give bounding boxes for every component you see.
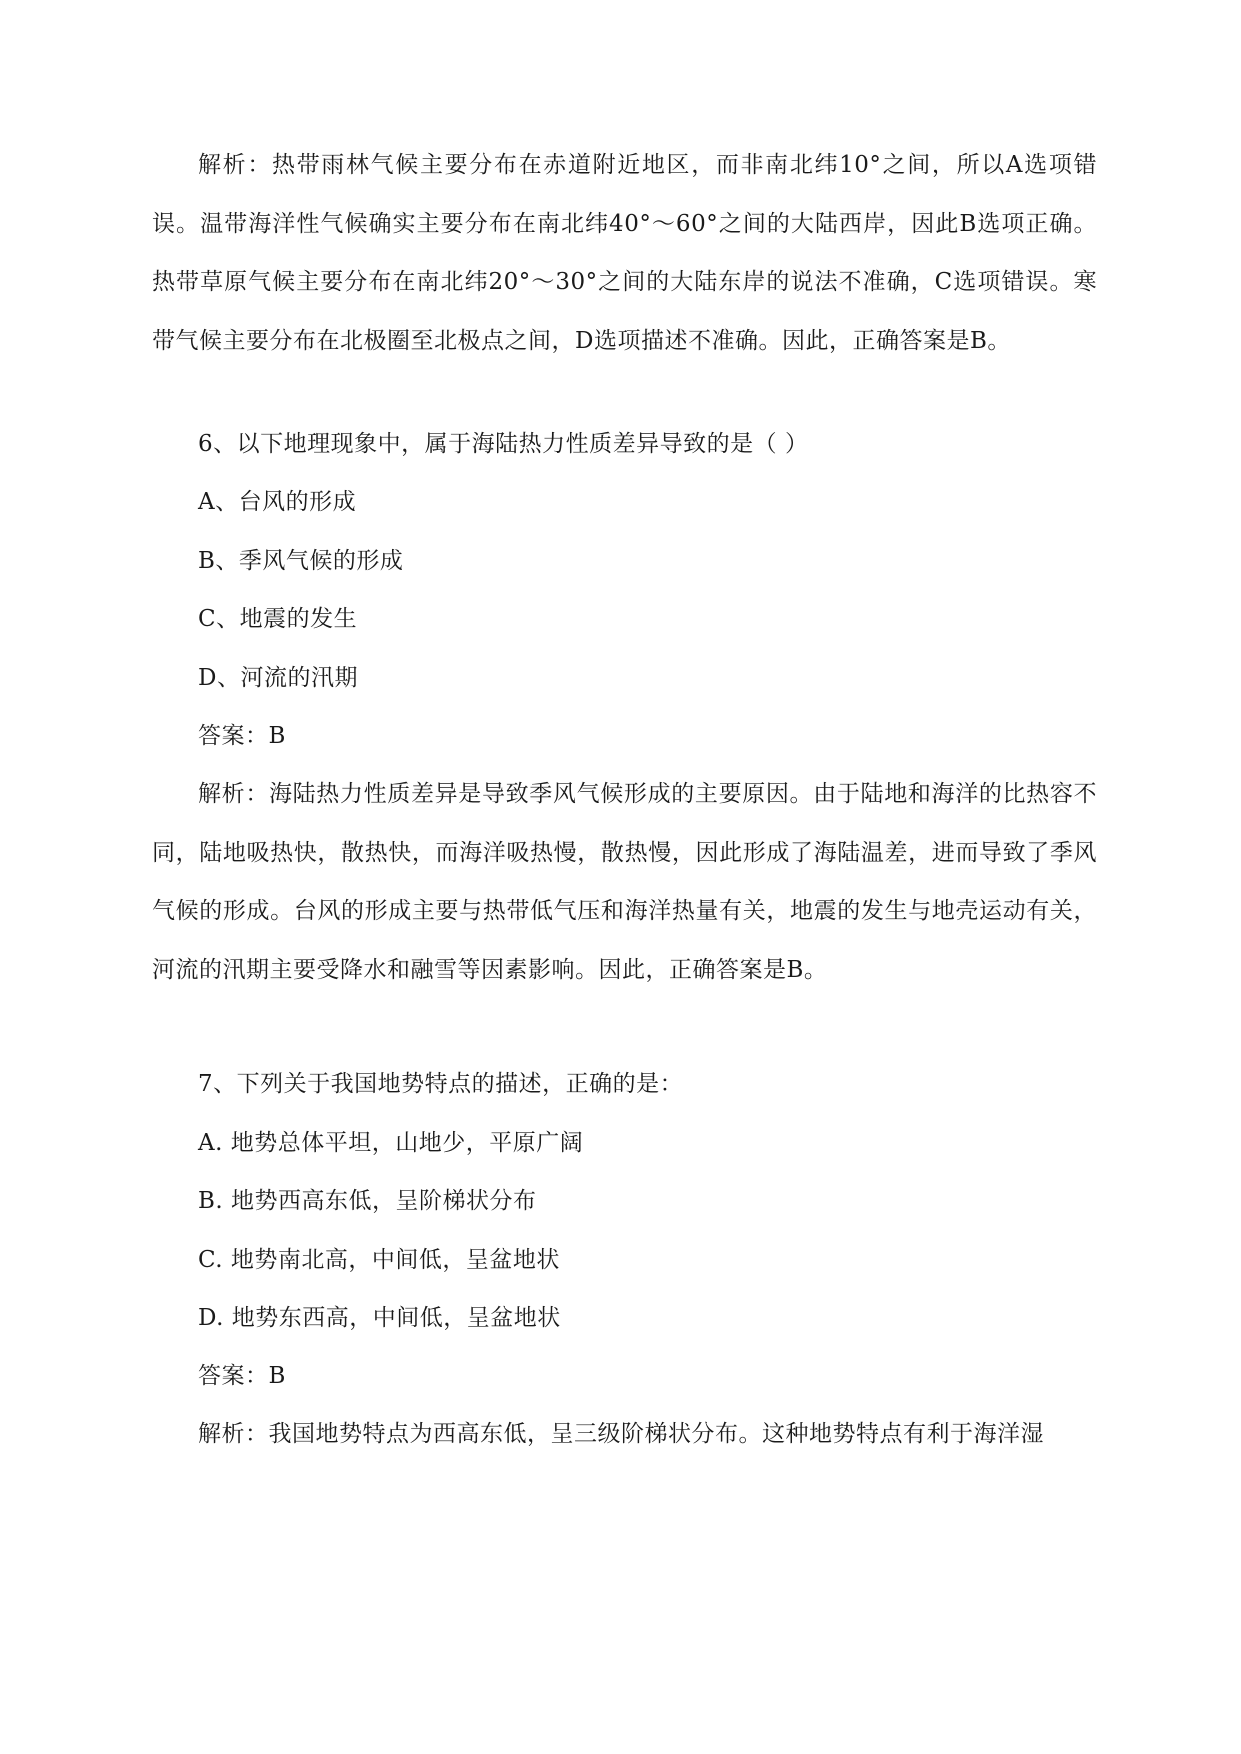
q5-analysis: 解析：热带雨林气候主要分布在赤道附近地区，而非南北纬10°之间，所以A选项错误。温带海洋性气候确实主要分布在南北纬40°～60°之间的大陆西岸，因此B选项正确。热带草原气候主要分布在南北纬20°～30°之间的大陆东岸的说法不准确，C选项错误。寒带气候主要分布在北极圈至北极点之间，D选项描述不准确。因此，正确答案是B。 bbox=[152, 152, 1097, 354]
q7-option-a: A. 地势总体平坦，山地少，平原广阔 bbox=[198, 1130, 584, 1156]
q7-question: 7、下列关于我国地势特点的描述，正确的是： bbox=[198, 1071, 684, 1097]
q6-answer: 答案：B bbox=[198, 723, 286, 749]
q7-analysis: 解析：我国地势特点为西高东低，呈三级阶梯状分布。这种地势特点有利于海洋湿 bbox=[198, 1421, 1044, 1447]
q7-option-b: B. 地势西高东低，呈阶梯状分布 bbox=[198, 1188, 537, 1214]
q6-option-b: B、季风气候的形成 bbox=[198, 548, 404, 574]
q6-question: 6、以下地理现象中，属于海陆热力性质差异导致的是（ ） bbox=[198, 431, 809, 457]
q7-answer: 答案：B bbox=[198, 1363, 286, 1389]
q7-option-d: D. 地势东西高，中间低，呈盆地状 bbox=[198, 1305, 561, 1331]
q6-option-c: C、地震的发生 bbox=[198, 606, 358, 632]
q6-option-d: D、河流的汛期 bbox=[198, 665, 358, 691]
q6-analysis: 解析：海陆热力性质差异是导致季风气候形成的主要原因。由于陆地和海洋的比热容不同，陆地吸热快，散热快，而海洋吸热慢，散热慢，因此形成了海陆温差，进而导致了季风气候的形成。台风的形成主要与热带低气压和海洋热量有关，地震的发生与地壳运动有关，河流的汛期主要受降水和融雪等因素影响。因此，正确答案是B。 bbox=[152, 781, 1097, 983]
q7-option-c: C. 地势南北高，中间低，呈盆地状 bbox=[198, 1247, 560, 1273]
q6-option-a: A、台风的形成 bbox=[198, 489, 357, 515]
